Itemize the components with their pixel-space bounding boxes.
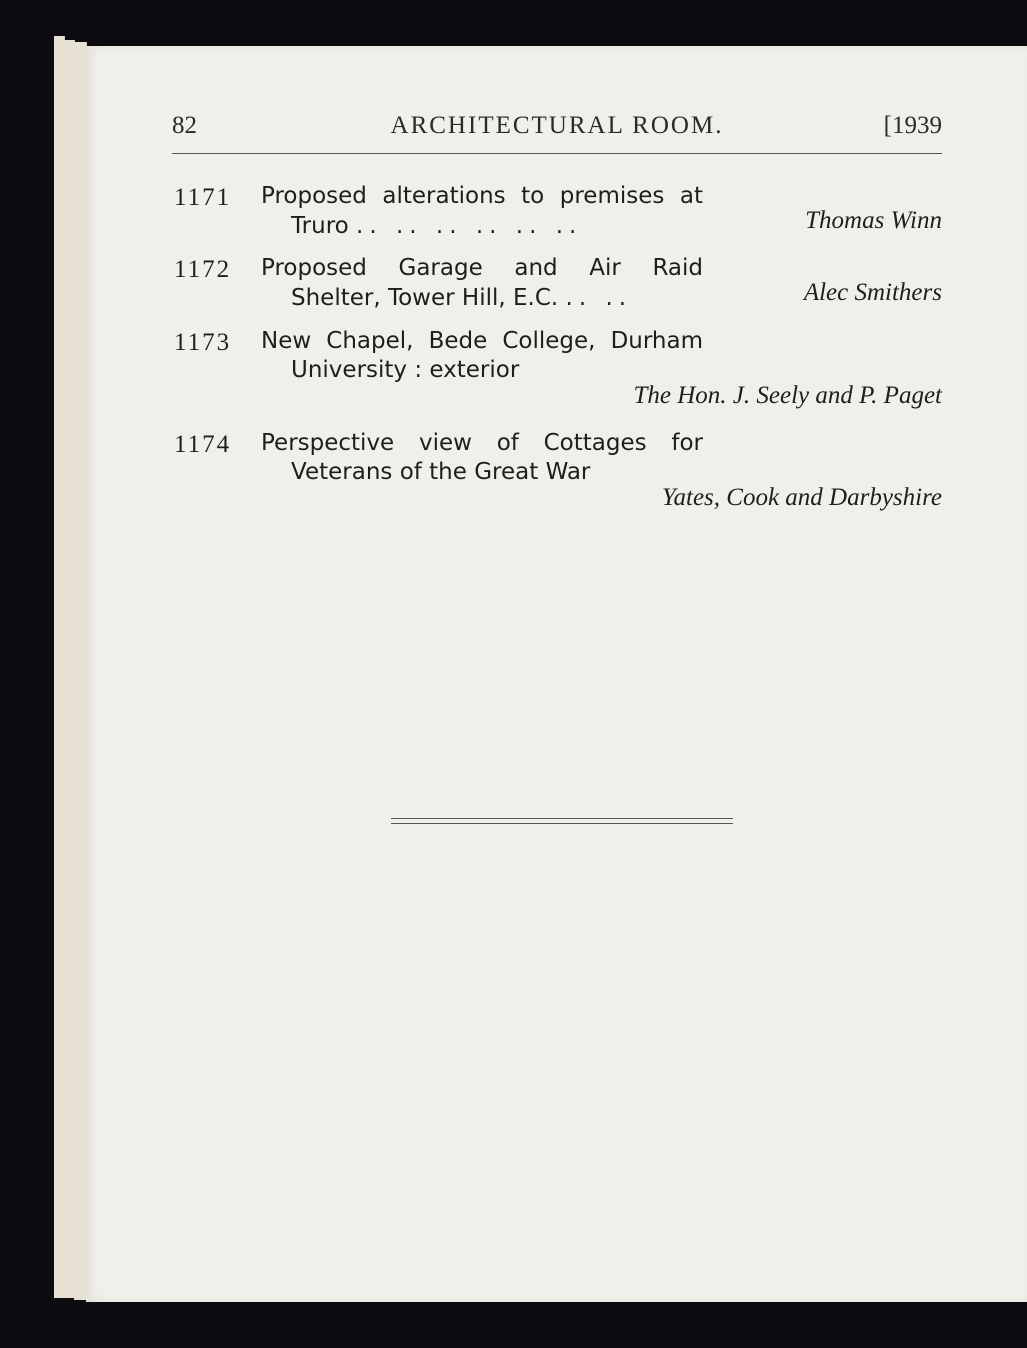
end-rule <box>391 818 733 819</box>
entry-title: New Chapel, Bede College, Durham <box>261 328 703 354</box>
catalogue-entry <box>172 253 942 317</box>
entry-number: 1173 <box>174 329 232 356</box>
entry-author: The Hon. J. Seely and P. Paget <box>633 382 942 409</box>
entry-number: 1174 <box>174 431 232 458</box>
entry-title-continued <box>291 285 632 311</box>
dot-leader: .. .. .. .. .. .. <box>356 213 583 239</box>
catalogue-entry <box>172 326 942 416</box>
entry-author: Alec Smithers <box>803 279 942 306</box>
entry-title-continued: University : exterior <box>291 357 520 383</box>
entry-title-end: Shelter, Tower Hill, E.C. <box>291 285 559 311</box>
book-page <box>86 46 1027 1302</box>
entry-author: Yates, Cook and Darbyshire <box>661 484 942 511</box>
dot-leader: .. .. <box>565 285 633 311</box>
entry-title-end: Truro <box>291 213 349 239</box>
end-rule <box>391 823 733 824</box>
catalogue-entry <box>172 428 942 518</box>
page-number: 82 <box>172 112 197 139</box>
entry-title-continued <box>291 213 582 239</box>
header-rule <box>172 153 942 154</box>
running-head <box>172 112 942 152</box>
section-title: ARCHITECTURAL ROOM. <box>390 112 724 139</box>
year-mark: [1939 <box>883 112 942 139</box>
entry-title: Proposed alterations to premises at <box>261 183 703 209</box>
entry-title: Proposed Garage and Air Raid <box>261 255 703 281</box>
entry-author: Thomas Winn <box>805 207 942 234</box>
entry-title-continued: Veterans of the Great War <box>291 459 591 485</box>
entry-number: 1171 <box>174 184 232 211</box>
catalogue-entry <box>172 181 942 245</box>
entry-number: 1172 <box>174 256 232 283</box>
entry-title: Perspective view of Cottages for <box>261 430 703 456</box>
